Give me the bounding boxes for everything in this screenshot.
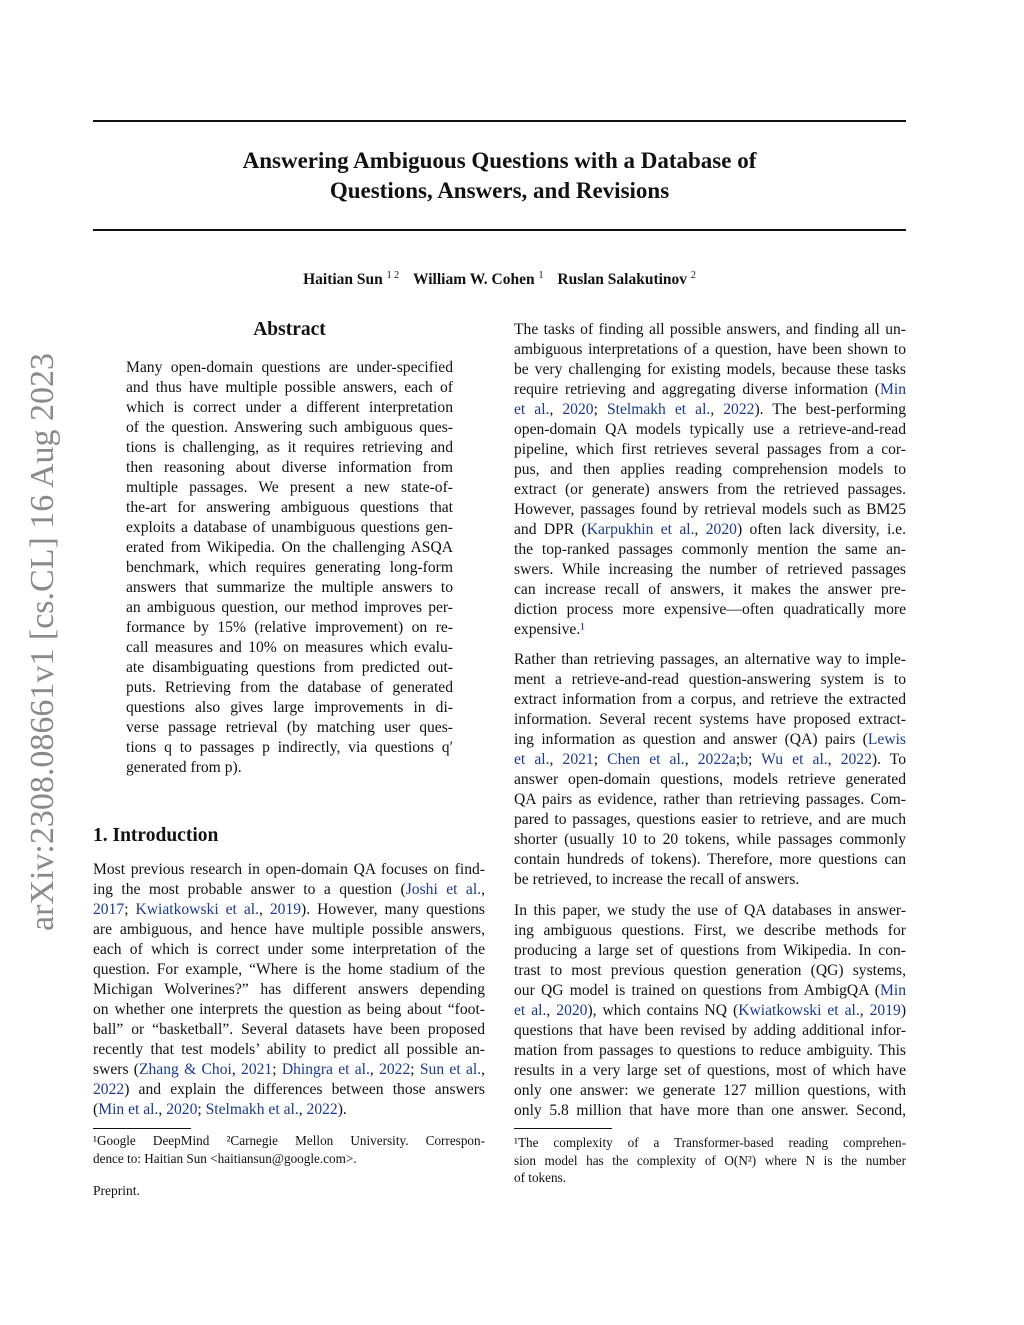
citation-link[interactable]: Min — [880, 381, 906, 398]
text-line: sion model has the complexity of O(N²) where N is the number — [514, 1152, 906, 1168]
citation-link[interactable]: 2020 — [562, 401, 594, 418]
intro-paragraph — [514, 650, 906, 890]
text-line: multiple passages. We present a new state-of- — [126, 479, 453, 496]
text-line: ball” or “basketball”. Several datasets have been proposed — [93, 1021, 485, 1038]
text-line: exploits a database of unambiguous questions gen- — [126, 519, 453, 536]
citation-link[interactable]: Stelmakh et al. — [606, 401, 711, 418]
text-line: In this paper, we study the use of QA databases in answer- — [514, 902, 906, 919]
footnote-rule — [93, 1128, 191, 1129]
text-line: of tokens. — [514, 1170, 567, 1185]
text-line: questions that have been revised by adding additional infor- — [514, 1022, 906, 1039]
text-line: verse passage retrieval (by matching user ques- — [126, 719, 453, 736]
citation-link[interactable]: Kwiatkowski et al. — [135, 901, 259, 918]
text-line: Many open-domain questions are under-specified — [126, 359, 453, 376]
citation-link[interactable]: 2022 — [379, 1061, 411, 1078]
text-line: open-domain QA models typically use a retrieve-and-read — [514, 421, 906, 438]
citation-link[interactable]: Sun et al. — [419, 1061, 482, 1078]
citation-link[interactable]: 2019 — [269, 901, 302, 918]
citation-link[interactable]: et al. — [514, 1002, 547, 1019]
citation-link[interactable]: 2020 — [705, 521, 737, 538]
text-line: answers that summarize the multiple answers to — [126, 579, 453, 596]
text-line: ing the most probable answer to a question (Joshi et al., — [93, 881, 485, 898]
affiliation-footnote — [93, 1132, 485, 1167]
text-line: Rather than retrieving passages, an alternative way to imple- — [514, 651, 906, 668]
text-line: swers. While increasing the number of retrieved passages — [514, 561, 906, 578]
text-line: extract information from a corpus, and retrieve the extracted — [514, 691, 906, 708]
text-line: then reasoning about diverse information from — [126, 459, 453, 476]
text-line: ate disambiguating questions from predicted out- — [126, 659, 453, 676]
text-line: formance by 15% (relative improvement) on re- — [126, 619, 453, 636]
author-name: Haitian Sun — [303, 271, 383, 289]
text-line: generated from p). — [126, 759, 242, 776]
author-affiliation: 2 — [690, 270, 696, 281]
author-name: Ruslan Salakutinov — [557, 271, 688, 289]
author — [413, 271, 543, 288]
text-line: the top-ranked passages commonly mention the same an- — [514, 541, 906, 558]
citation-link[interactable]: 2020 — [556, 1002, 588, 1019]
text-line: results in a very large set of questions, most of which have — [514, 1062, 906, 1079]
text-line: However, passages found by retrieval models such as BM25 — [514, 501, 906, 518]
title-line: Answering Ambiguous Questions with a Database of — [242, 148, 757, 173]
text-line: be retrieved, to increase the recall of answers. — [514, 871, 800, 888]
complexity-footnote — [514, 1134, 906, 1187]
text-line: can increase recall of answers, it makes the answer pre- — [514, 581, 906, 598]
text-line: our QG model is trained on questions from AmbigQA (Min — [514, 982, 906, 999]
intro-paragraph — [93, 860, 485, 1120]
text-line: questions also gives large improvements in di- — [126, 699, 453, 716]
author-list — [93, 265, 906, 291]
author-affiliation: 1 — [538, 270, 544, 281]
citation-link[interactable]: 2022 — [93, 1081, 125, 1098]
author-affiliation: 1 2 — [386, 270, 400, 281]
footnote-rule — [514, 1128, 612, 1129]
text-line: recently that test models’ ability to predict all possible an- — [93, 1041, 485, 1058]
text-line: extract (or generate) answers from the retrieved passages. — [514, 481, 906, 498]
citation-link[interactable]: b — [740, 751, 748, 768]
text-line: pus, and then applies reading comprehension models to — [514, 461, 906, 478]
abstract-heading: Abstract — [253, 319, 326, 340]
author — [303, 271, 399, 288]
citation-link[interactable]: Lewis — [867, 731, 906, 748]
text-line: 2017; Kwiatkowski et al., 2019). However, many questions — [93, 901, 485, 918]
text-line: diction process more expensive—often quadratically more — [514, 601, 906, 618]
text-line: on whether one interprets the question as being about “foot- — [93, 1001, 485, 1018]
text-line: producing a large set of questions from Wikipedia. In con- — [514, 942, 906, 959]
arxiv-stamp: arXiv:2308.08661v1 [cs.CL] 16 Aug 2023 — [24, 353, 61, 931]
citation-link[interactable]: Chen et al. — [607, 751, 685, 768]
citation-link[interactable]: 2022 — [840, 751, 872, 768]
top-rule — [93, 120, 906, 122]
text-line: 2022) and explain the differences between those answers — [93, 1081, 485, 1098]
text-line: which is correct under a different interpretation — [126, 399, 453, 416]
text-line: ¹Google DeepMind ²Carnegie Mellon University. Correspon- — [93, 1133, 485, 1148]
citation-link[interactable]: et al. — [514, 751, 550, 768]
text-line: tions q to passages p indirectly, via questions q′ — [126, 739, 453, 756]
text-line: the-art for answering ambiguous questions that — [126, 499, 453, 516]
text-line: et al., 2021; Chen et al., 2022a;b; Wu et al., 2022). To — [514, 751, 907, 768]
text-line: require retrieving and aggregating diverse information (Min — [514, 381, 906, 398]
text-line: be very challenging for existing models, because these tasks — [514, 361, 906, 378]
citation-link[interactable]: Min et al. — [98, 1101, 159, 1118]
abstract-body — [126, 358, 453, 778]
text-line: and thus have multiple possible answers, each of — [126, 379, 453, 396]
text-line: mation from passages to questions to reduce ambiguity. This — [514, 1042, 906, 1059]
citation-link[interactable]: Wu et al. — [761, 751, 828, 768]
text-line: benchmark, which requires generating long-form — [126, 559, 453, 576]
text-line: ¹The complexity of a Transformer-based reading comprehen- — [514, 1135, 906, 1150]
text-line: puts. Retrieving from the database of generated — [126, 679, 453, 696]
text-line: question. For example, “Where is the home stadium of the — [93, 961, 485, 978]
text-line: of the question. Answering such ambiguous ques- — [126, 419, 453, 436]
citation-link[interactable]: 2022 — [723, 401, 755, 418]
intro-paragraph — [514, 320, 906, 640]
text-line: (Min et al., 2020; Stelmakh et al., 2022). — [93, 1101, 347, 1118]
text-line: answer open-domain questions, models retrieve generated — [514, 771, 906, 788]
text-line: trast to most previous question generation (QG) systems, — [514, 962, 906, 979]
text-line: dence to: Haitian Sun <haitiansun@google.com>. — [93, 1150, 357, 1166]
text-line: The tasks of finding all possible answers, and finding all un- — [514, 321, 906, 338]
paper-title — [93, 146, 906, 206]
text-line: ing information as question and answer (QA) pairs (Lewis — [514, 731, 906, 748]
citation-link[interactable]: 2021 — [241, 1061, 273, 1078]
text-line: et al., 2020; Stelmakh et al., 2022). The best-performing — [514, 401, 907, 418]
citation-link[interactable]: 2020 — [166, 1101, 198, 1118]
preprint-label: Preprint. — [93, 1183, 140, 1198]
text-line: et al., 2020), which contains NQ (Kwiatkowski et al., 2019) — [514, 1002, 907, 1019]
text-line: only one answer: we generate 127 million questions, with — [514, 1082, 906, 1099]
citation-link[interactable]: 2019 — [869, 1002, 901, 1019]
text-line: pipeline, which first retrieves several passages from a cor- — [514, 441, 906, 458]
text-line: shorter (usually 10 to 20 tokens, while passages commonly — [514, 831, 906, 848]
text-line: ing ambiguous questions. First, we describe methods for — [514, 922, 906, 939]
introduction-heading: 1. Introduction — [93, 825, 219, 846]
text-line: call measures and 10% on measures which evalu- — [126, 639, 453, 656]
author-name: William W. Cohen — [413, 271, 535, 289]
text-line: and DPR (Karpukhin et al., 2020) often lack diversity, i.e. — [514, 521, 906, 538]
text-line: contain hundreds of tokens). Therefore, more questions can — [514, 851, 906, 868]
citation-link[interactable]: 2022a — [697, 751, 736, 768]
text-line: are ambiguous, and hence have multiple possible answers, — [93, 921, 485, 938]
title-bottom-rule — [93, 229, 906, 231]
citation-link[interactable]: 2022 — [306, 1101, 338, 1118]
citation-link[interactable]: et al. — [514, 401, 550, 418]
author — [557, 271, 696, 288]
citation-link[interactable]: Zhang & Choi — [138, 1061, 232, 1078]
text-line: only 5.8 million that have more than one answer. Second, — [514, 1102, 906, 1119]
title-line: Questions, Answers, and Revisions — [329, 178, 670, 203]
text-line: an ambiguous question, our method improves per- — [126, 599, 453, 616]
citation-link[interactable]: ¹ — [580, 621, 585, 638]
intro-paragraph — [514, 901, 906, 1121]
text-line: pared to passages, questions easier to retrieve, and are much — [514, 811, 906, 828]
citation-link[interactable]: Stelmakh et al. — [205, 1101, 299, 1118]
citation-link[interactable]: Joshi et al. — [405, 881, 482, 898]
text-line: expensive.¹ — [514, 621, 585, 638]
text-line: ment a retrieve-and-read question-answering system is to — [514, 671, 906, 688]
citation-link[interactable]: Dhingra et al. — [281, 1061, 370, 1078]
text-line: QA pairs as evidence, rather than retrieving passages. Com- — [514, 791, 906, 808]
citation-link[interactable]: Kwiatkowski et al. — [738, 1002, 860, 1019]
text-line: tions is challenging, as it requires retrieving and — [126, 439, 453, 456]
text-line: Most previous research in open-domain QA focuses on find- — [93, 861, 485, 878]
text-line: information. Several recent systems have proposed extract- — [514, 711, 906, 728]
text-line: swers (Zhang & Choi, 2021; Dhingra et al., 2022; Sun et al., — [93, 1061, 486, 1078]
text-line: erated from Wikipedia. On the challenging ASQA — [126, 539, 453, 556]
citation-link[interactable]: 2021 — [562, 751, 594, 768]
text-line: each of which is correct under some interpretation of the — [93, 941, 485, 958]
text-line: Michigan Wolverines?” has different answers depending — [93, 981, 485, 998]
text-line: ambiguous interpretations of a question, have been shown to — [514, 341, 906, 358]
citation-link[interactable]: Karpukhin et al. — [586, 521, 695, 538]
citation-link[interactable]: Min — [880, 982, 906, 999]
citation-link[interactable]: 2017 — [93, 901, 125, 918]
